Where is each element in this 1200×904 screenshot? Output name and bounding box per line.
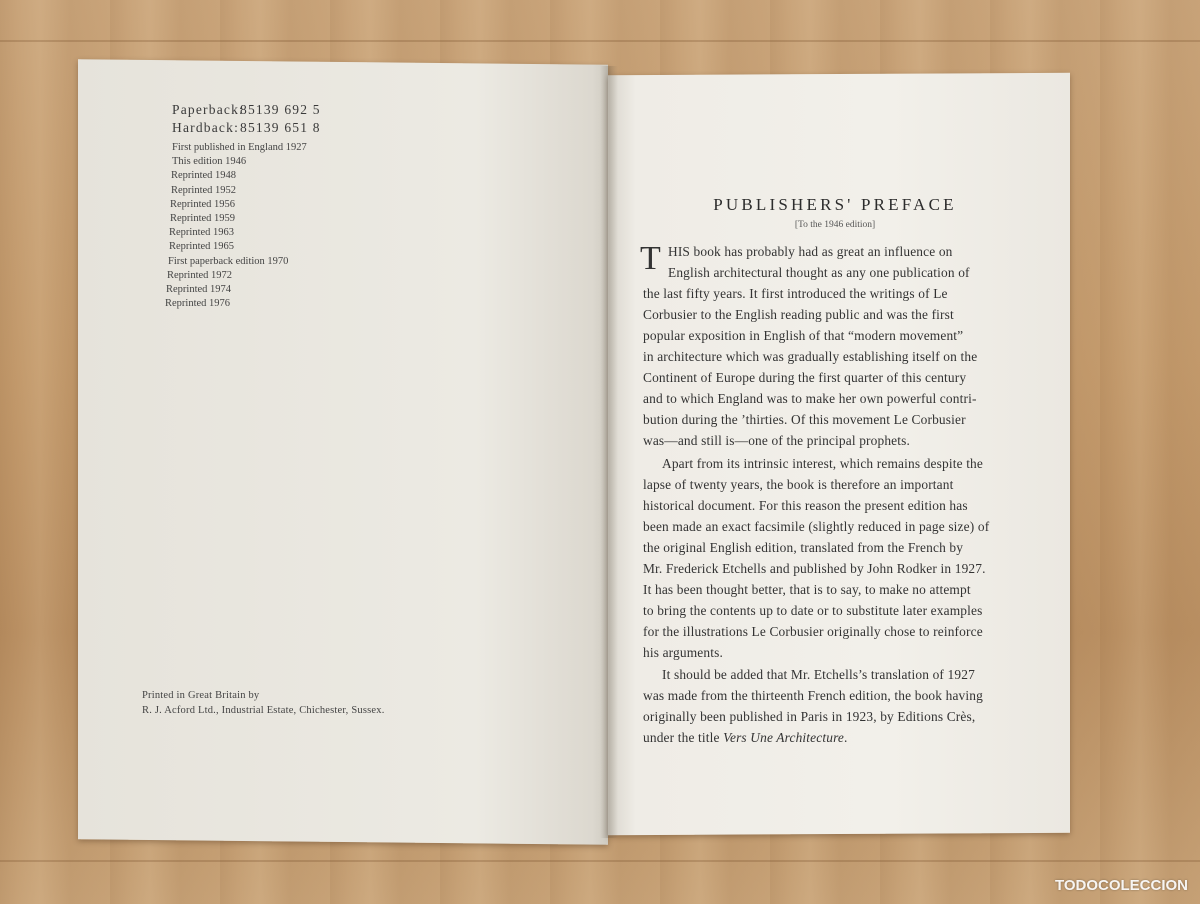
history-line: First published in England 1927	[172, 142, 307, 153]
body-line: historical document. For this reason the present edition has	[643, 498, 968, 513]
body-line: the original English edition, translated from the French by	[643, 540, 964, 555]
body-line: Mr. Frederick Etchells and published by John Rodker in 1927.	[643, 561, 986, 576]
book-gutter	[600, 66, 618, 838]
history-line: Reprinted 1974	[166, 284, 232, 296]
history-line: Reprinted 1948	[171, 170, 237, 182]
body-line: his arguments.	[643, 645, 723, 660]
body-line: to bring the contents up to date or to substitute later examples	[643, 603, 983, 618]
history-line: First paperback edition 1970	[168, 255, 289, 267]
history-line: Reprinted 1963	[169, 227, 235, 239]
body-line: Apart from its intrinsic interest, which remains despite the	[662, 456, 983, 471]
isbn-paperback: Paperback:85139 692 5	[172, 102, 321, 117]
watermark-logo: TODOCOLECCION	[1054, 877, 1188, 894]
body-line: Corbusier to the English reading public and was the first	[643, 307, 954, 322]
preface-subtitle: [To the 1946 edition]	[794, 220, 876, 230]
body-line: Continent of Europe during the first quarter of this century	[643, 370, 967, 385]
printer-line: R. J. Acford Ltd., Industrial Estate, Chichester, Sussex.	[142, 705, 385, 716]
drop-cap: T	[640, 240, 661, 277]
body-line: lapse of twenty years, the book is therefore an important	[643, 477, 954, 492]
preface-title: PUBLISHERS' PREFACE	[713, 195, 957, 214]
isbn-block	[172, 101, 321, 137]
publication-history	[165, 141, 307, 311]
isbn-hardback: Hardback:85139 651 8	[172, 120, 321, 135]
body-line: It should be added that Mr. Etchells’s translation of 1927	[662, 667, 975, 682]
body-line: popular exposition in English of that “modern movement”	[643, 328, 964, 343]
body-line: It has been thought better, that is to say, to make no attempt	[643, 582, 971, 597]
history-line: Reprinted 1965	[169, 241, 235, 253]
body-line: the last fifty years. It first introduced the writings of Le	[643, 286, 948, 301]
body-line: originally been published in Paris in 1923, by Editions Crès,	[643, 709, 976, 724]
body-line: was—and still is—one of the principal prophets.	[643, 433, 911, 448]
history-line: This edition 1946	[172, 156, 247, 168]
history-line: Reprinted 1976	[165, 298, 231, 310]
history-line: Reprinted 1956	[170, 198, 236, 210]
history-line: Reprinted 1952	[171, 184, 237, 196]
book-title-italic: Vers Une Architecture	[723, 730, 845, 745]
printer-block	[142, 688, 385, 718]
body-line: for the illustrations Le Corbusier originally chose to reinforce	[643, 624, 983, 639]
left-page	[78, 59, 608, 845]
body-line: English architectural thought as any one publication of	[668, 265, 970, 280]
body-line-last: under the title Vers Une Architecture.	[643, 730, 848, 745]
table-seam	[0, 40, 1200, 42]
body-line: been made an exact facsimile (slightly reduced in page size) of	[643, 519, 990, 534]
body-line: and to which England was to make her own powerful contri-	[643, 391, 977, 406]
printer-line: Printed in Great Britain by	[142, 690, 260, 701]
table-seam	[0, 860, 1200, 862]
body-line: HIS book has probably had as great an influence on	[668, 244, 953, 259]
body-line: bution during the ’thirties. Of this movement Le Corbusier	[643, 412, 966, 427]
history-line: Reprinted 1972	[167, 269, 233, 281]
body-line: was made from the thirteenth French edition, the book having	[643, 688, 983, 703]
history-line: Reprinted 1959	[170, 213, 236, 225]
body-line: in architecture which was gradually establishing itself on the	[643, 349, 978, 364]
